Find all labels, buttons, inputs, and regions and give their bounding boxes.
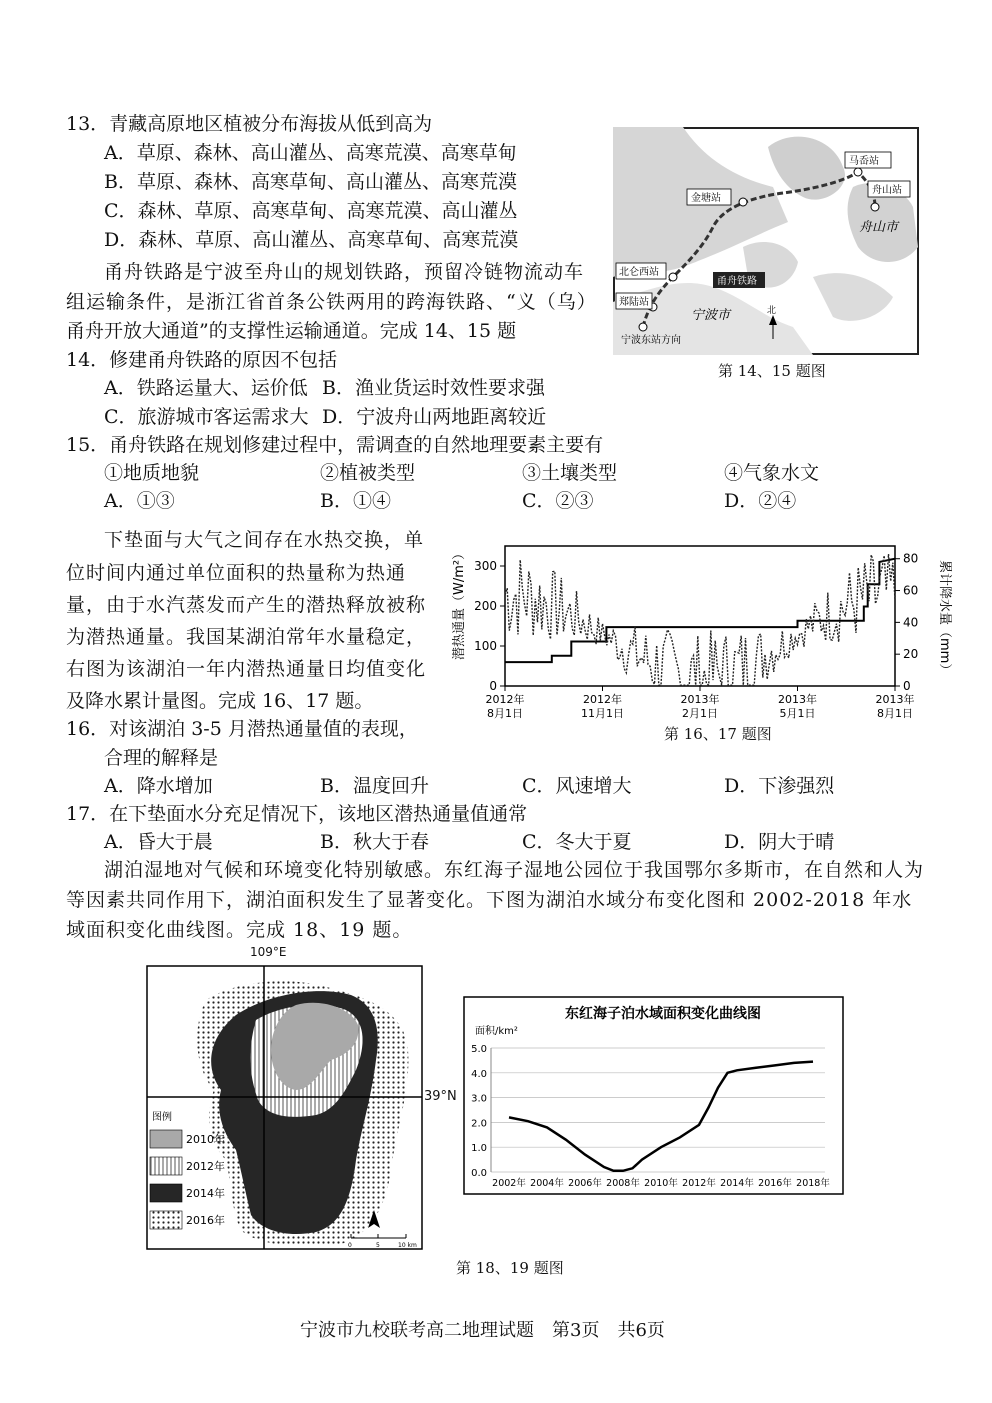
q15-item-4: ④气象水文 [724, 462, 820, 484]
q15-item-1: ①地质地貌 [104, 462, 200, 484]
lon-text: 109°E [250, 945, 287, 959]
intro14-line2: 组运输条件，是浙江省首条公铁两用的跨海铁路、“义（乌） [66, 291, 597, 313]
intro16-line1: 下垫面与大气之间存在水热交换，单 [104, 529, 425, 551]
right-tick-label: 40 [903, 615, 919, 630]
city-ningbo: 宁波市 [691, 308, 731, 323]
intro16-line6: 及降水累计量图。完成 16、17 题。 [66, 690, 374, 712]
x-tick-label: 11月1日 [581, 707, 624, 720]
y-tick-label: 4.0 [471, 1068, 487, 1080]
station-maao: 马岙站 [849, 156, 879, 167]
x-tick-label: 2013年 [778, 693, 817, 706]
scale-0: 0 [348, 1242, 352, 1249]
left-tick-label: 100 [474, 639, 497, 653]
legend-2012: 2012年 [186, 1160, 225, 1173]
x-tick-label: 2006年 [568, 1178, 602, 1189]
q15-stem: 15．甬舟铁路在规划修建过程中，需调查的自然地理要素主要有 [66, 434, 604, 456]
x-tick-label: 2012年 [485, 693, 525, 706]
q15-item-2: ②植被类型 [320, 462, 416, 484]
legend-2010: 2010年 [186, 1133, 225, 1146]
chart1-caption: 第 16、17 题图 [664, 725, 772, 743]
scale-5: 5 [376, 1242, 380, 1249]
x-tick-label: 2016年 [758, 1178, 792, 1189]
q13-stem: 13．青藏高原地区植被分布海拔从低到高为 [66, 113, 433, 135]
x-tick-label: 2012年 [583, 693, 622, 706]
scale-10: 10 km [398, 1242, 417, 1249]
lat-text: 39°N [424, 1089, 457, 1104]
x-tick-label: 2004年 [530, 1178, 564, 1189]
q16-option-a[interactable]: A．降水增加 [104, 775, 213, 797]
station-zhoushan: 舟山站 [872, 185, 902, 196]
chart2-title: 东红海子泊水域面积变化曲线图 [565, 1006, 761, 1022]
q13-option-b[interactable]: B．草原、森林、高寒草甸、高山灌丛、高寒荒漠 [104, 171, 517, 193]
x-tick-label: 2008年 [606, 1178, 640, 1189]
y-tick-label: 2.0 [471, 1118, 487, 1130]
station-zhenglu: 郑陆站 [619, 297, 649, 308]
station-beilunxi: 北仑西站 [619, 267, 659, 278]
x-tick-label: 2014年 [720, 1178, 754, 1189]
station-jintang: 金塘站 [691, 193, 721, 204]
left-tick-label: 200 [474, 599, 497, 613]
page-footer: 宁波市九校联考高二地理试题 第3页 共6页 [300, 1320, 665, 1341]
intro14-line1: 甬舟铁路是宁波至舟山的规划铁路，预留冷链物流动车 [104, 261, 585, 283]
x-tick-label: 2013年 [680, 693, 720, 706]
latent-heat-chart [445, 540, 952, 720]
q16-option-b[interactable]: B．温度回升 [320, 775, 429, 797]
intro18-paragraph: 湖泊湿地对气候和环境变化特别敏感。东红海子湿地公园位于我国鄂尔多斯市，在自然和人为等因素共同作用下，湖泊面积发生了显著变化。下图为湖泊水域分布变化图和 2002-2018 年水域面积变化曲线图。完成 18、19 题。 [66, 859, 925, 941]
city-zhoushan: 舟山市 [859, 220, 899, 235]
q14-option-a[interactable]: A．铁路运量大、运价低 [104, 377, 308, 399]
q13-option-d[interactable]: D．森林、草原、高山灌丛、高寒草甸、高寒荒漠 [104, 229, 519, 251]
railway-map [613, 127, 919, 355]
intro16-line4: 为潜热通量。我国某湖泊常年水量稳定， [66, 626, 427, 648]
left-axis-label: 潜热通量（W/m²） [452, 546, 467, 660]
intro16-line2: 位时间内通过单位面积的热量称为热通 [66, 562, 407, 584]
lake-area-chart [463, 996, 845, 1196]
q17-stem: 17．在下垫面水分充足情况下，该地区潜热通量值通常 [66, 803, 528, 825]
right-tick-label: 80 [903, 551, 919, 566]
station-ningbo-east: 宁波东站方向 [621, 335, 681, 346]
map2-caption: 第 18、19 题图 [456, 1259, 564, 1277]
x-tick-label: 8月1日 [877, 707, 913, 720]
y-tick-label: 0.0 [471, 1168, 487, 1179]
x-tick-label: 2012年 [682, 1178, 716, 1189]
q15-option-b[interactable]: B．①④ [320, 490, 391, 512]
legend-title: 图例 [152, 1112, 172, 1123]
intro16-line5: 右图为该湖泊一年内潜热通量日均值变化 [66, 658, 427, 680]
x-tick-label: 2002年 [492, 1178, 526, 1189]
q15-item-3: ③土壤类型 [522, 462, 618, 484]
right-tick-label: 60 [903, 583, 919, 598]
q17-option-d[interactable]: D．阴大于晴 [724, 831, 835, 853]
y-tick-label: 5.0 [471, 1044, 487, 1055]
legend-2016: 2016年 [186, 1214, 225, 1227]
x-tick-label: 2010年 [644, 1178, 678, 1189]
q15-option-a[interactable]: A．①③ [104, 490, 175, 512]
right-axis-label: 累计降水量（mm） [937, 560, 952, 677]
q16-stem-1: 16．对该湖泊 3-5 月潜热通量值的表现， [66, 718, 418, 740]
q16-option-c[interactable]: C．风速增大 [522, 775, 632, 797]
x-tick-label: 8月1日 [487, 707, 523, 720]
right-tick-label: 0 [903, 679, 911, 693]
left-tick-label: 0 [489, 679, 497, 693]
y-tick-label: 1.0 [471, 1143, 487, 1155]
left-tick-label: 300 [474, 559, 497, 573]
lake-map [146, 960, 428, 1250]
north-label: 北 [767, 306, 777, 316]
q16-option-d[interactable]: D．下渗强烈 [724, 775, 835, 797]
x-tick-label: 2018年 [796, 1178, 830, 1189]
q15-option-c[interactable]: C．②③ [522, 490, 594, 512]
right-tick-label: 20 [903, 647, 919, 662]
x-tick-label: 2013年 [875, 693, 915, 706]
map1-caption: 第 14、15 题图 [718, 362, 826, 380]
x-tick-label: 5月1日 [779, 707, 816, 720]
chart2-ylabel: 面积/km² [475, 1026, 518, 1037]
q13-option-c[interactable]: C．森林、草原、高寒草甸、高寒荒漠、高山灌丛 [104, 200, 518, 222]
intro14-line3: 甬舟开放大通道”的支撑性运输通道。完成 14、15 题 [66, 320, 517, 342]
q14-stem: 14．修建甬舟铁路的原因不包括 [66, 349, 338, 371]
legend-2014: 2014年 [186, 1187, 225, 1200]
q17-option-c[interactable]: C．冬大于夏 [522, 831, 632, 853]
railway-label: 甬舟铁路 [717, 276, 757, 287]
q15-option-d[interactable]: D．②④ [724, 490, 797, 512]
q13-option-a[interactable]: A．草原、森林、高山灌丛、高寒荒漠、高寒草甸 [104, 142, 517, 164]
q17-option-a[interactable]: A．昏大于晨 [104, 831, 213, 853]
q14-option-c[interactable]: C．旅游城市客运需求大 [104, 406, 309, 428]
q14-option-b[interactable]: B．渔业货运时效性要求强 [322, 377, 545, 399]
intro16-line3: 量，由于水汽蒸发而产生的潜热释放被称 [66, 594, 427, 616]
q16-stem-2: 合理的解释是 [104, 747, 219, 769]
y-tick-label: 3.0 [471, 1093, 487, 1105]
x-tick-label: 2月1日 [682, 707, 718, 720]
q17-option-b[interactable]: B．秋大于春 [320, 831, 429, 853]
q14-option-d[interactable]: D．宁波舟山两地距离较近 [322, 406, 547, 428]
